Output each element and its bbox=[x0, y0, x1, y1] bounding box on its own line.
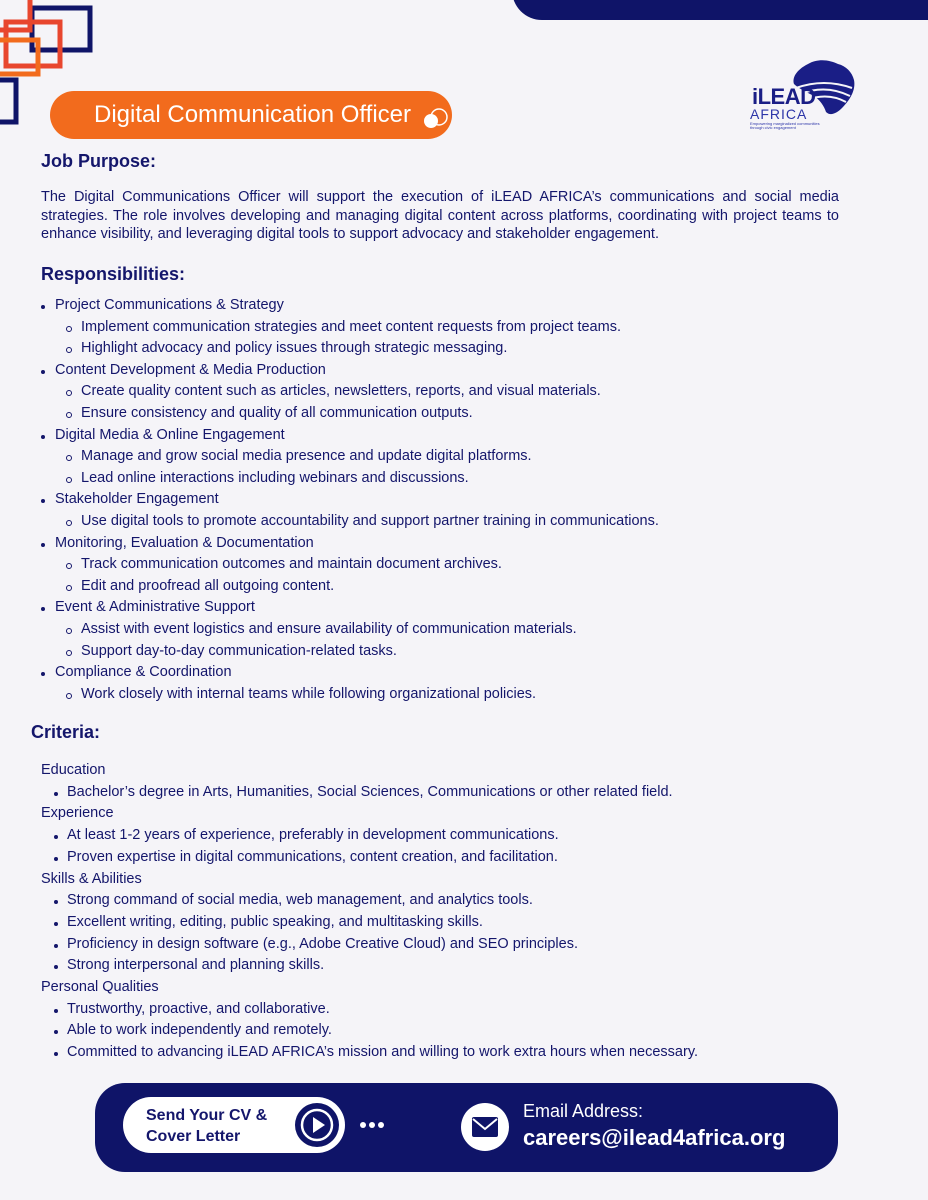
responsibility-title: Project Communications & Strategy bbox=[55, 297, 284, 313]
ilead-africa-logo bbox=[748, 58, 860, 132]
logo-sub: AFRICA bbox=[750, 106, 808, 122]
bullet-disc-icon bbox=[41, 370, 45, 374]
bullet-disc-icon bbox=[54, 857, 58, 861]
bullet-disc-icon bbox=[54, 965, 58, 969]
ellipsis-icon bbox=[359, 1121, 385, 1129]
responsibility-subitem: Create quality content such as articles, newsletters, reports, and visual materials. bbox=[81, 383, 601, 400]
bullet-disc-icon bbox=[41, 499, 45, 503]
responsibility-subitem: Highlight advocacy and policy issues through strategic messaging. bbox=[81, 340, 508, 357]
bullet-circle-icon bbox=[66, 628, 72, 634]
responsibility-subitem: Edit and proofread all outgoing content. bbox=[81, 577, 335, 594]
responsibility-title: Event & Administrative Support bbox=[55, 599, 255, 616]
responsibility-subitem: Ensure consistency and quality of all communication outputs. bbox=[81, 405, 473, 421]
responsibility-subitem: Assist with event logistics and ensure availability of communication materials. bbox=[81, 621, 577, 637]
envelope-icon bbox=[461, 1103, 509, 1151]
bullet-disc-icon bbox=[54, 944, 58, 948]
arrow-right-icon[interactable] bbox=[295, 1103, 339, 1147]
bullet-circle-icon bbox=[66, 693, 72, 699]
criteria-item: At least 1-2 years of experience, preferably in development communications. bbox=[67, 827, 559, 844]
bullet-circle-icon bbox=[66, 650, 72, 656]
criteria-item: Committed to advancing iLEAD AFRICA’s mission and willing to work extra hours when necessary. bbox=[67, 1044, 699, 1061]
email-label: Email Address: bbox=[523, 1101, 644, 1121]
responsibility-title: Compliance & Coordination bbox=[55, 664, 232, 681]
bullet-disc-icon bbox=[54, 1009, 58, 1013]
logo-name: iLEAD bbox=[752, 84, 816, 109]
bullet-circle-icon bbox=[66, 390, 72, 396]
bullet-disc-icon bbox=[54, 1030, 58, 1034]
bullet-circle-icon bbox=[66, 477, 72, 483]
responsibility-subitem: Manage and grow social media presence and update digital platforms. bbox=[81, 448, 532, 465]
banner-dots-icon bbox=[422, 107, 452, 133]
bullet-circle-icon bbox=[66, 326, 72, 332]
criteria-item: Strong command of social media, web management, and analytics tools. bbox=[67, 892, 533, 909]
job-title: Digital Communication Officer bbox=[94, 101, 412, 128]
bullet-disc-icon bbox=[54, 792, 58, 796]
bullet-disc-icon bbox=[41, 672, 45, 676]
responsibility-subitem: Support day-to-day communication-related tasks. bbox=[81, 642, 397, 659]
responsibility-subitem: Lead online interactions including webinars and discussions. bbox=[81, 469, 469, 486]
responsibility-title: Content Development & Media Production bbox=[55, 361, 326, 378]
responsibility-subitem: Work closely with internal teams while following organizational policies. bbox=[81, 685, 537, 702]
bullet-circle-icon bbox=[66, 347, 72, 353]
contact-footer bbox=[95, 1083, 838, 1172]
logo-tagline: Empowering marginalized communities through civic engagement bbox=[750, 121, 820, 130]
criteria-item: Able to work independently and remotely. bbox=[67, 1022, 332, 1039]
responsibility-subitem: Track communication outcomes and maintain document archives. bbox=[81, 556, 502, 573]
criteria-group-title: Experience bbox=[41, 805, 114, 822]
bullet-disc-icon bbox=[41, 305, 45, 309]
job-title-banner bbox=[50, 91, 452, 139]
email-address-link[interactable]: careers@ilead4africa.org bbox=[523, 1125, 786, 1150]
bullet-circle-icon bbox=[66, 585, 72, 591]
bullet-disc-icon bbox=[41, 543, 45, 547]
bullet-disc-icon bbox=[41, 435, 45, 439]
criteria-item: Strong interpersonal and planning skills. bbox=[67, 957, 325, 974]
criteria-group-title: Education bbox=[41, 762, 106, 778]
top-right-bar bbox=[512, 0, 928, 20]
criteria-group-title: Personal Qualities bbox=[41, 979, 159, 995]
bullet-circle-icon bbox=[66, 455, 72, 461]
responsibility-title: Stakeholder Engagement bbox=[55, 491, 219, 508]
responsibility-subitem: Use digital tools to promote accountability and support partner training in communications. bbox=[81, 513, 659, 529]
criteria-item: Bachelor’s degree in Arts, Humanities, Social Sciences, Communications or other related field. bbox=[67, 783, 673, 800]
bullet-disc-icon bbox=[54, 1052, 58, 1056]
criteria-item: Trustworthy, proactive, and collaborative. bbox=[67, 1000, 330, 1017]
bullet-disc-icon bbox=[54, 835, 58, 839]
job-purpose-text: The Digital Communications Officer will support the execution of iLEAD AFRICA’s communications and social media strategies. The role involves developing and managing digital content across platforms, coordinating with project teams to enhance visibility, and leveraging digital tools to support advocacy and stakeholder engagement. bbox=[41, 189, 839, 242]
criteria-item: Proven expertise in digital communications, content creation, and facilitation. bbox=[67, 848, 558, 865]
criteria-heading: Criteria: bbox=[31, 722, 101, 742]
bullet-circle-icon bbox=[66, 520, 72, 526]
responsibilities-heading: Responsibilities: bbox=[41, 264, 186, 284]
bullet-disc-icon bbox=[54, 900, 58, 904]
criteria-item: Excellent writing, editing, public speaking, and multitasking skills. bbox=[67, 913, 483, 930]
responsibility-subitem: Implement communication strategies and meet content requests from project teams. bbox=[81, 318, 621, 335]
criteria-item: Proficiency in design software (e.g., Adobe Creative Cloud) and SEO principles. bbox=[67, 935, 578, 952]
criteria-group-title: Skills & Abilities bbox=[41, 870, 142, 887]
send-cv-label: Send Your CV & Cover Letter bbox=[146, 1107, 268, 1145]
responsibility-title: Monitoring, Evaluation & Documentation bbox=[55, 534, 314, 551]
bullet-disc-icon bbox=[41, 607, 45, 611]
bullet-circle-icon bbox=[66, 412, 72, 418]
bullet-circle-icon bbox=[66, 563, 72, 569]
responsibility-title: Digital Media & Online Engagement bbox=[55, 426, 285, 443]
send-cv-button[interactable] bbox=[123, 1097, 345, 1153]
job-purpose-heading: Job Purpose: bbox=[41, 151, 157, 171]
bullet-disc-icon bbox=[54, 922, 58, 926]
